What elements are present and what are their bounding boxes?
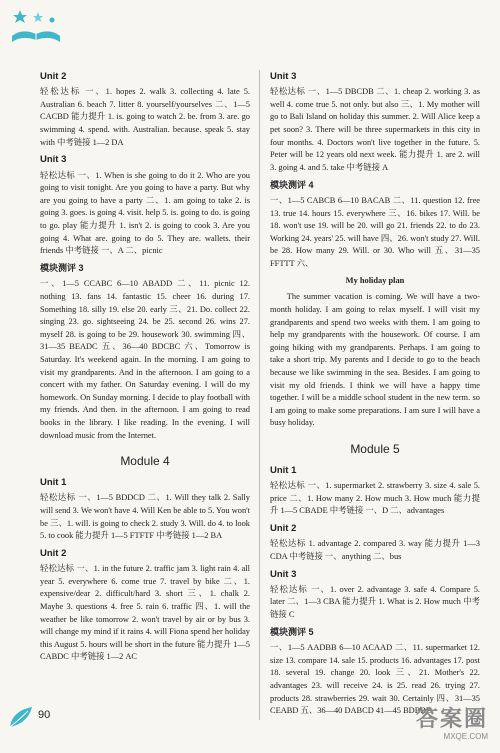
essay-title: My holiday plan: [345, 275, 405, 285]
module-heading: Module 5: [350, 441, 400, 456]
page-number: 90: [38, 708, 51, 721]
column-divider: [259, 70, 260, 720]
unit-heading: Unit 1: [270, 464, 297, 476]
answer-block: 轻松达标 一、1—5 BDDCD 二、1. Will they talk 2. Sally will send 3. We won't have 4. Will Ken be able to 5. You won't be 三、1. will. is going to check 2. study 3. Will. do 4. to look 5. to cook 能力提升 1—5 FTFTF 中考链接 1—2 BA: [40, 493, 250, 541]
answer-block: 轻松达标 一、1. supermarket 2. strawberry 3. size 4. sale 5. price 二、1. How many 2. How much 3. How much 能力提升 1—5 CBADE 中考链接 一、D 二、advantages: [270, 481, 480, 516]
answer-block: 轻松达标 一、1—5 DBCDB 二、1. cheap 2. working 3. as well 4. come true 5. not only. but also 三、1. My mother will go to Bali Island on holiday this summer. 2. Will Alice keep a pet soon? 3. There will be three supermarkets in this city in four months. 4. Doctors won't live together in the future. 5. Peter will be 12 years old next week. 能力提升 1. are 2. will 3. going 4. and 5. take 中考链接 A: [270, 87, 480, 172]
answer-block: 轻松达标 1. advantage 2. compared 3. way 能力提升 1—3 CDA 中考链接 一、anything 二、bus: [270, 539, 480, 561]
answer-block: 一、1—5 CABCB 6—10 BACAB 二、11. question 12. free 13. true 14. hours 15. everywhere 三、16. bikes 17. Will. be 18. won't use 19. will be 20. will go 21. friends 22. to do 23. Working 24. years' 25. will have 四、26. won't study 27. Will. be 28. How many 29. Will. or 30. Who will 五、31—35 FFTTT 六、: [270, 196, 480, 269]
module-test-heading: 模块测评 4: [270, 179, 314, 190]
left-column: [40, 70, 250, 668]
module-heading: Module 4: [120, 454, 170, 469]
unit-heading: Unit 3: [270, 568, 297, 580]
unit-heading: Unit 3: [270, 71, 297, 82]
answer-block: 一、1—5 CCABC 6—10 ABADD 二、11. picnic 12. nothing 13. fans 14. fantastic 15. cheer 16. during 17. Something 18. silly 19. else 20. early 三、21. Do. collect 22. singing 23. go. sightseeing 24. be 25. second 26. wins 27. myself 28. is going to be 29. housework 30. swimming 四、31—35 BEADC 五、36—40 BDCBC 六、Tomorrow is Saturday. It's weekend again. In the morning. I am going to visit my grandparents. And in the afternoon. I am going to a concert with my father. On Saturday evening. I will do my homework. On Sunday morning. I decide to play football with my friends. And then. in the afternoon. I am going to read books in the library. I like reading. In the evening. I will download music from the Internet.: [40, 279, 250, 440]
unit-heading: Unit 2: [40, 71, 67, 82]
watermark-url: MXQE.COM: [443, 732, 488, 741]
watermark: [388, 707, 488, 743]
answer-block: 轻松达标 一、1. in the future 2. traffic jam 3. light rain 4. all year 5. everywhere 6. come true 7. travel by bike 二、1. expensive/dear 2. difficult/hard 3. short 三、1. chalk 2. Maybe 3. questions 4. free 5. rain 6. traffic 四、1. will the weather be like tomorrow 2. won't travel by air or by bus 3. will change my mind if it rains 4. will Fiona spend her holiday this August 5. hours will be short in the future 能力提升 1—5 CABDC 中考链接 1—2 AC: [40, 564, 250, 662]
leaf-decoration-icon: [8, 705, 36, 729]
unit-heading: Unit 2: [40, 547, 67, 559]
answer-block: 一、1—5 AADBB 6—10 ACAAD 二、11. supermarket 12. size 13. compare 14. sale 15. products 16. advantages 17. post 18. several 19. change 20. look 三、21. Mother's 22. advantages 23. will receive 24. is 25. read 26. trying 27. products 28. strawberries 29. wait 30. Certainly 四、31—35 CEABD 五、36—40 DABCD 41—45 BDBBD: [270, 643, 480, 716]
module-test-heading: 模块测评 3: [40, 262, 84, 273]
module-test-heading: 模块测评 5: [270, 626, 314, 637]
answer-block: 轻松达标 一、1. hopes 2. walk 3. collecting 4. late 5. Australian 6. beach 7. litter 8. yourself/yourselves 二、1—5 CACBD 能力提升 1. is. going to watch 2. be. from 3. are. go swimming 4. spend. with. Australian. because. speak 5. stay with 中考链接 1—2 DA: [40, 87, 250, 147]
unit-heading: Unit 3: [40, 154, 67, 166]
right-column: [270, 70, 480, 722]
unit-heading: Unit 1: [40, 477, 67, 489]
essay-paragraph: The summer vacation is coming. We will have a two-month holiday. I am going to relax myself. I will visit my grandparents and spend two weeks with them. I am going to help my grandparents with the housework. Of course. I am going hiking with my grandparents. Perhaps. I am going to take a short trip. My parents and I decide to go to the beach because we like swimming in the sea. Besides. I am going to visit my old friends. I think we will have a happy time together. I will be a middle school student in the new term. so I am going to make some preparations. I am sure I will have a busy holiday.: [270, 292, 480, 428]
unit-heading: Unit 2: [270, 523, 297, 535]
answer-block: 轻松达标 一、1. over 2. advantage 3. safe 4. Compare 5. later 二、1—3 CBA 能力提升 1. What is 2. How much 中考链接 C: [270, 584, 480, 619]
answer-block: 轻松达标 一、1. When is she going to do it 2. Who are you going to visit tonight. Are you going to have a party. But why are you going to have a party 二、1. am going to take 2. is going 3. goes. is going 4. visit. help 5. is. going to do. is going to go. play 能力提升 1. isn't 2. is going to cook 3. Are you going 4. What are. going to do 5. They are. wallets. their friends 中考链接 一、A 二、picnic: [40, 170, 250, 256]
watermark-logo: 答案圈: [415, 705, 488, 731]
book-star-icon: [8, 6, 64, 46]
